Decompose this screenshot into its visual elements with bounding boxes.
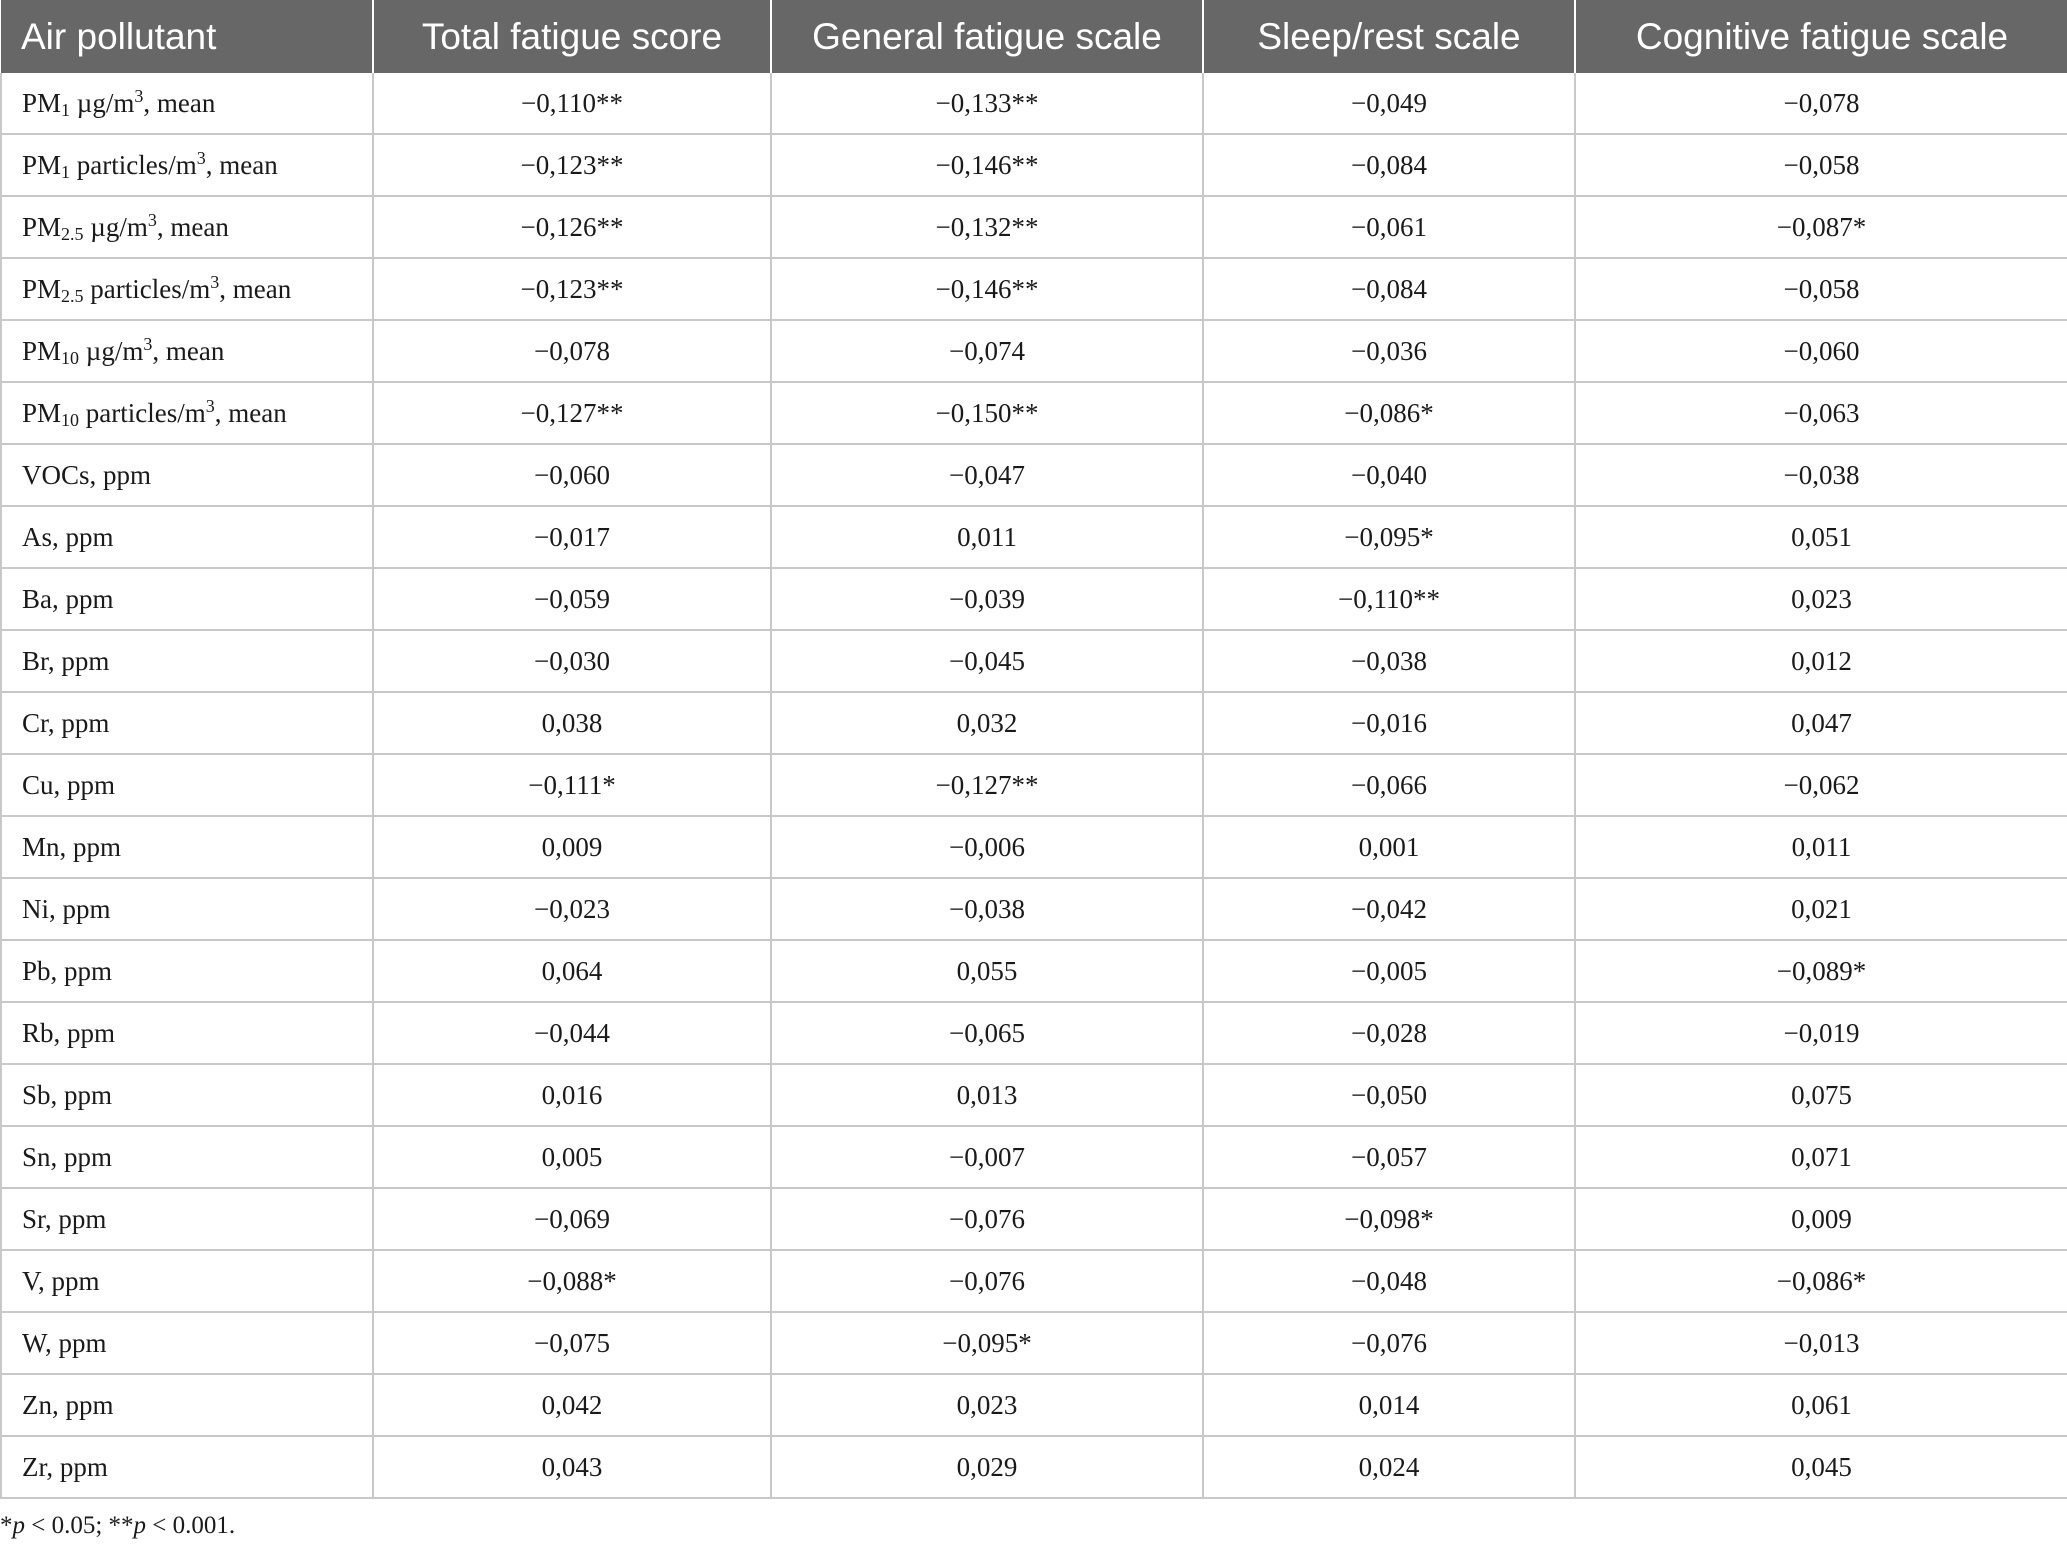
cell-cognitive-fatigue-scale: 0,045 bbox=[1575, 1436, 2067, 1498]
footnote-part1: * bbox=[0, 1512, 13, 1539]
label-sub: 2.5 bbox=[61, 223, 84, 244]
cell-sleep-rest-scale: −0,057 bbox=[1203, 1126, 1575, 1188]
cell-total-fatigue-score: −0,088* bbox=[373, 1250, 771, 1312]
label-pre: Pb, ppm bbox=[22, 955, 113, 986]
table-row bbox=[1, 568, 2067, 630]
label-sup: 3 bbox=[143, 333, 153, 354]
cell-sleep-rest-scale: −0,110** bbox=[1203, 568, 1575, 630]
label-sub: 1 bbox=[61, 99, 71, 120]
footnote-part2: < 0.05; ** bbox=[25, 1512, 134, 1539]
row-label-pollutant bbox=[1, 506, 373, 568]
label-sup: 3 bbox=[134, 85, 144, 106]
label-sub: 10 bbox=[61, 409, 80, 430]
cell-total-fatigue-score: −0,059 bbox=[373, 568, 771, 630]
row-label-pollutant bbox=[1, 940, 373, 1002]
table-row bbox=[1, 1064, 2067, 1126]
cell-general-fatigue-scale: 0,032 bbox=[771, 692, 1203, 754]
cell-cognitive-fatigue-scale: 0,023 bbox=[1575, 568, 2067, 630]
row-label-pollutant bbox=[1, 258, 373, 320]
cell-cognitive-fatigue-scale: 0,021 bbox=[1575, 878, 2067, 940]
cell-general-fatigue-scale: 0,029 bbox=[771, 1436, 1203, 1498]
cell-general-fatigue-scale: −0,007 bbox=[771, 1126, 1203, 1188]
cell-cognitive-fatigue-scale: 0,009 bbox=[1575, 1188, 2067, 1250]
cell-total-fatigue-score: −0,110** bbox=[373, 73, 771, 134]
table-row bbox=[1, 196, 2067, 258]
header-general-fatigue-scale: General fatigue scale bbox=[771, 0, 1203, 73]
table-row bbox=[1, 754, 2067, 816]
label-pre: PM bbox=[22, 87, 62, 118]
table-row bbox=[1, 1002, 2067, 1064]
cell-general-fatigue-scale: −0,006 bbox=[771, 816, 1203, 878]
label-mid: µg/m bbox=[79, 335, 144, 366]
cell-general-fatigue-scale: −0,076 bbox=[771, 1250, 1203, 1312]
cell-general-fatigue-scale: −0,132** bbox=[771, 196, 1203, 258]
cell-total-fatigue-score: −0,017 bbox=[373, 506, 771, 568]
cell-general-fatigue-scale: −0,127** bbox=[771, 754, 1203, 816]
header-air-pollutant: Air pollutant bbox=[1, 0, 373, 73]
table-row bbox=[1, 878, 2067, 940]
label-pre: PM bbox=[22, 211, 62, 242]
cell-cognitive-fatigue-scale: −0,058 bbox=[1575, 134, 2067, 196]
label-sup: 3 bbox=[205, 395, 215, 416]
cell-sleep-rest-scale: 0,024 bbox=[1203, 1436, 1575, 1498]
cell-total-fatigue-score: 0,016 bbox=[373, 1064, 771, 1126]
cell-total-fatigue-score: −0,123** bbox=[373, 258, 771, 320]
table-row bbox=[1, 1188, 2067, 1250]
label-mid: particles/m bbox=[70, 149, 197, 180]
cell-total-fatigue-score: −0,078 bbox=[373, 320, 771, 382]
label-mid: µg/m bbox=[70, 87, 135, 118]
label-pre: W, ppm bbox=[22, 1327, 107, 1358]
row-label-pollutant bbox=[1, 1002, 373, 1064]
cell-general-fatigue-scale: −0,039 bbox=[771, 568, 1203, 630]
cell-total-fatigue-score: 0,042 bbox=[373, 1374, 771, 1436]
cell-sleep-rest-scale: −0,086* bbox=[1203, 382, 1575, 444]
cell-cognitive-fatigue-scale: −0,019 bbox=[1575, 1002, 2067, 1064]
label-pre: As, ppm bbox=[22, 521, 114, 552]
table-row bbox=[1, 1436, 2067, 1498]
cell-cognitive-fatigue-scale: −0,013 bbox=[1575, 1312, 2067, 1374]
row-label-pollutant bbox=[1, 816, 373, 878]
table-row bbox=[1, 382, 2067, 444]
label-post: , mean bbox=[152, 335, 225, 366]
row-label-pollutant bbox=[1, 878, 373, 940]
cell-sleep-rest-scale: −0,048 bbox=[1203, 1250, 1575, 1312]
cell-general-fatigue-scale: −0,065 bbox=[771, 1002, 1203, 1064]
cell-total-fatigue-score: −0,127** bbox=[373, 382, 771, 444]
table-row bbox=[1, 444, 2067, 506]
cell-cognitive-fatigue-scale: −0,087* bbox=[1575, 196, 2067, 258]
cell-total-fatigue-score: −0,069 bbox=[373, 1188, 771, 1250]
label-pre: Rb, ppm bbox=[22, 1017, 116, 1048]
cell-total-fatigue-score: −0,111* bbox=[373, 754, 771, 816]
label-pre: V, ppm bbox=[22, 1265, 100, 1296]
label-sup: 3 bbox=[147, 209, 157, 230]
cell-cognitive-fatigue-scale: 0,047 bbox=[1575, 692, 2067, 754]
cell-general-fatigue-scale: −0,146** bbox=[771, 134, 1203, 196]
table-row bbox=[1, 320, 2067, 382]
cell-total-fatigue-score: −0,075 bbox=[373, 1312, 771, 1374]
cell-sleep-rest-scale: −0,016 bbox=[1203, 692, 1575, 754]
row-label-pollutant bbox=[1, 1250, 373, 1312]
cell-total-fatigue-score: 0,005 bbox=[373, 1126, 771, 1188]
cell-general-fatigue-scale: −0,076 bbox=[771, 1188, 1203, 1250]
cell-total-fatigue-score: −0,023 bbox=[373, 878, 771, 940]
footnote-part3: < 0.001. bbox=[146, 1512, 236, 1539]
cell-total-fatigue-score: −0,044 bbox=[373, 1002, 771, 1064]
cell-cognitive-fatigue-scale: −0,062 bbox=[1575, 754, 2067, 816]
table-row bbox=[1, 630, 2067, 692]
label-sub: 2.5 bbox=[61, 285, 84, 306]
table-row bbox=[1, 506, 2067, 568]
cell-total-fatigue-score: −0,123** bbox=[373, 134, 771, 196]
cell-cognitive-fatigue-scale: −0,063 bbox=[1575, 382, 2067, 444]
label-pre: Ni, ppm bbox=[22, 893, 111, 924]
row-label-pollutant bbox=[1, 73, 373, 134]
label-post: , mean bbox=[143, 87, 216, 118]
cell-sleep-rest-scale: −0,095* bbox=[1203, 506, 1575, 568]
table-row bbox=[1, 692, 2067, 754]
row-label-pollutant bbox=[1, 692, 373, 754]
label-pre: PM bbox=[22, 149, 62, 180]
row-label-pollutant bbox=[1, 754, 373, 816]
label-pre: Zn, ppm bbox=[22, 1389, 114, 1420]
table-row bbox=[1, 1312, 2067, 1374]
table-header bbox=[1, 0, 2067, 73]
cell-general-fatigue-scale: −0,038 bbox=[771, 878, 1203, 940]
cell-general-fatigue-scale: 0,013 bbox=[771, 1064, 1203, 1126]
cell-cognitive-fatigue-scale: 0,061 bbox=[1575, 1374, 2067, 1436]
footnote-p1: p bbox=[12, 1512, 25, 1539]
cell-cognitive-fatigue-scale: −0,089* bbox=[1575, 940, 2067, 1002]
table-body bbox=[1, 73, 2067, 1498]
cell-sleep-rest-scale: 0,014 bbox=[1203, 1374, 1575, 1436]
label-pre: PM bbox=[22, 335, 62, 366]
cell-sleep-rest-scale: −0,098* bbox=[1203, 1188, 1575, 1250]
cell-general-fatigue-scale: 0,011 bbox=[771, 506, 1203, 568]
label-pre: Sn, ppm bbox=[22, 1141, 113, 1172]
cell-total-fatigue-score: 0,009 bbox=[373, 816, 771, 878]
cell-cognitive-fatigue-scale: −0,058 bbox=[1575, 258, 2067, 320]
label-sub: 1 bbox=[61, 161, 71, 182]
cell-total-fatigue-score: 0,038 bbox=[373, 692, 771, 754]
label-pre: PM bbox=[22, 273, 62, 304]
table-row bbox=[1, 816, 2067, 878]
label-sup: 3 bbox=[196, 147, 206, 168]
cell-cognitive-fatigue-scale: −0,086* bbox=[1575, 1250, 2067, 1312]
cell-cognitive-fatigue-scale: −0,078 bbox=[1575, 73, 2067, 134]
table-row bbox=[1, 1374, 2067, 1436]
row-label-pollutant bbox=[1, 1312, 373, 1374]
cell-total-fatigue-score: 0,064 bbox=[373, 940, 771, 1002]
label-pre: Mn, ppm bbox=[22, 831, 122, 862]
cell-sleep-rest-scale: −0,061 bbox=[1203, 196, 1575, 258]
label-pre: Ba, ppm bbox=[22, 583, 114, 614]
cell-general-fatigue-scale: −0,150** bbox=[771, 382, 1203, 444]
cell-sleep-rest-scale: 0,001 bbox=[1203, 816, 1575, 878]
cell-general-fatigue-scale: −0,146** bbox=[771, 258, 1203, 320]
row-label-pollutant bbox=[1, 630, 373, 692]
label-mid: particles/m bbox=[79, 397, 206, 428]
table-row bbox=[1, 1126, 2067, 1188]
table-row bbox=[1, 258, 2067, 320]
table-row bbox=[1, 73, 2067, 134]
cell-general-fatigue-scale: −0,045 bbox=[771, 630, 1203, 692]
footnote bbox=[0, 1512, 235, 1540]
cell-total-fatigue-score: 0,043 bbox=[373, 1436, 771, 1498]
cell-total-fatigue-score: −0,126** bbox=[373, 196, 771, 258]
label-post: , mean bbox=[219, 273, 292, 304]
cell-sleep-rest-scale: −0,038 bbox=[1203, 630, 1575, 692]
table-row bbox=[1, 940, 2067, 1002]
cell-cognitive-fatigue-scale: −0,038 bbox=[1575, 444, 2067, 506]
cell-cognitive-fatigue-scale: 0,011 bbox=[1575, 816, 2067, 878]
cell-sleep-rest-scale: −0,042 bbox=[1203, 878, 1575, 940]
cell-sleep-rest-scale: −0,066 bbox=[1203, 754, 1575, 816]
cell-sleep-rest-scale: −0,050 bbox=[1203, 1064, 1575, 1126]
row-label-pollutant bbox=[1, 1126, 373, 1188]
label-pre: PM bbox=[22, 397, 62, 428]
cell-cognitive-fatigue-scale: −0,060 bbox=[1575, 320, 2067, 382]
label-pre: VOCs, ppm bbox=[22, 459, 152, 490]
label-pre: Sr, ppm bbox=[22, 1203, 107, 1234]
cell-cognitive-fatigue-scale: 0,051 bbox=[1575, 506, 2067, 568]
label-post: , mean bbox=[205, 149, 278, 180]
row-label-pollutant bbox=[1, 196, 373, 258]
header-total-fatigue-score: Total fatigue score bbox=[373, 0, 771, 73]
row-label-pollutant bbox=[1, 382, 373, 444]
row-label-pollutant bbox=[1, 568, 373, 630]
row-label-pollutant bbox=[1, 134, 373, 196]
label-sup: 3 bbox=[210, 271, 220, 292]
cell-cognitive-fatigue-scale: 0,075 bbox=[1575, 1064, 2067, 1126]
label-mid: particles/m bbox=[83, 273, 211, 304]
cell-sleep-rest-scale: −0,005 bbox=[1203, 940, 1575, 1002]
cell-sleep-rest-scale: −0,040 bbox=[1203, 444, 1575, 506]
cell-general-fatigue-scale: 0,055 bbox=[771, 940, 1203, 1002]
cell-sleep-rest-scale: −0,036 bbox=[1203, 320, 1575, 382]
cell-sleep-rest-scale: −0,049 bbox=[1203, 73, 1575, 134]
table-row bbox=[1, 1250, 2067, 1312]
row-label-pollutant bbox=[1, 444, 373, 506]
label-pre: Zr, ppm bbox=[22, 1451, 108, 1482]
cell-sleep-rest-scale: −0,084 bbox=[1203, 258, 1575, 320]
header-cognitive-fatigue-scale: Cognitive fatigue scale bbox=[1575, 0, 2067, 73]
label-pre: Br, ppm bbox=[22, 645, 110, 676]
row-label-pollutant bbox=[1, 1188, 373, 1250]
row-label-pollutant bbox=[1, 1436, 373, 1498]
cell-cognitive-fatigue-scale: 0,012 bbox=[1575, 630, 2067, 692]
cell-cognitive-fatigue-scale: 0,071 bbox=[1575, 1126, 2067, 1188]
label-post: , mean bbox=[214, 397, 287, 428]
row-label-pollutant bbox=[1, 1064, 373, 1126]
label-pre: Sb, ppm bbox=[22, 1079, 113, 1110]
cell-general-fatigue-scale: −0,133** bbox=[771, 73, 1203, 134]
label-post: , mean bbox=[156, 211, 229, 242]
header-sleep-rest-scale: Sleep/rest scale bbox=[1203, 0, 1575, 73]
footnote-p2: p bbox=[133, 1512, 147, 1539]
cell-general-fatigue-scale: −0,047 bbox=[771, 444, 1203, 506]
cell-sleep-rest-scale: −0,028 bbox=[1203, 1002, 1575, 1064]
label-pre: Cu, ppm bbox=[22, 769, 116, 800]
row-label-pollutant bbox=[1, 320, 373, 382]
table-row bbox=[1, 134, 2067, 196]
cell-total-fatigue-score: −0,060 bbox=[373, 444, 771, 506]
cell-sleep-rest-scale: −0,076 bbox=[1203, 1312, 1575, 1374]
header-row bbox=[1, 0, 2067, 73]
cell-general-fatigue-scale: 0,023 bbox=[771, 1374, 1203, 1436]
cell-sleep-rest-scale: −0,084 bbox=[1203, 134, 1575, 196]
label-mid: µg/m bbox=[83, 211, 148, 242]
cell-general-fatigue-scale: −0,074 bbox=[771, 320, 1203, 382]
cell-general-fatigue-scale: −0,095* bbox=[771, 1312, 1203, 1374]
label-sub: 10 bbox=[61, 347, 80, 368]
row-label-pollutant bbox=[1, 1374, 373, 1436]
label-pre: Cr, ppm bbox=[22, 707, 110, 738]
cell-total-fatigue-score: −0,030 bbox=[373, 630, 771, 692]
